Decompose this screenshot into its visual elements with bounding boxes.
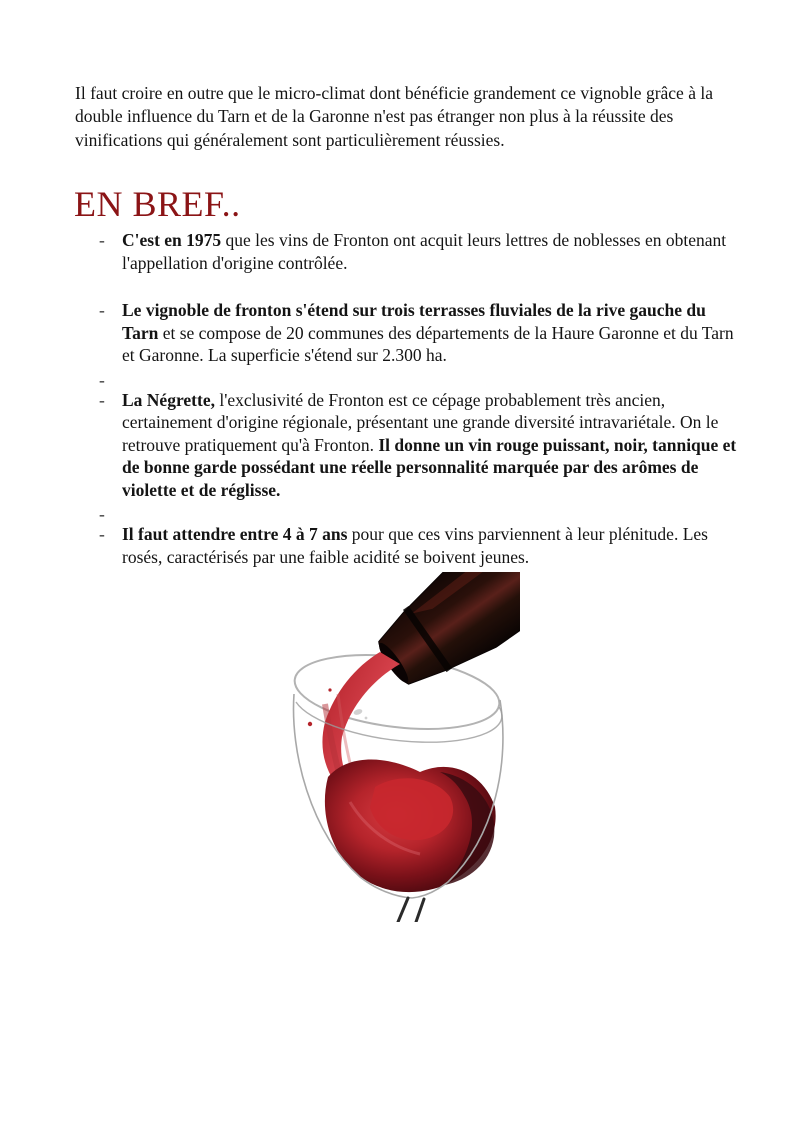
intro-paragraph: Il faut croire en outre que le micro-climat dont bénéficie grandement ce vignoble grâce à la double influence du Tarn et de la Garonne n'est pas étranger non plus à la réussite des vinifications qui généralement sont particulièrement réussies. [75, 82, 713, 150]
bullet-dash: - [99, 369, 105, 390]
list-item [99, 369, 741, 390]
list-item [99, 389, 741, 502]
list-item-text: Il faut attendre entre 4 à 7 ans pour que ces vins parviennent à leur plénitude. Les rosés, caractérisés par une faible acidité se boivent jeunes. [122, 524, 708, 567]
glass-stem [398, 898, 424, 922]
list-item-text: C'est en 1975 que les vins de Fronton ont acquit leurs lettres de noblesses en obtenant l'appellation d'origine contrôlée. [122, 230, 727, 273]
list-item [99, 503, 741, 524]
bullet-dash: - [99, 524, 105, 544]
list-item-text: Le vignoble de fronton s'étend sur trois terrasses fluviales de la rive gauche du Tarn et se compose de 20 communes des départements de la Haure Garonne et du Tarn et Garonne. La superficie s'étend sur 2.300 ha. [122, 300, 734, 365]
list-item [99, 229, 741, 274]
list-item-text: La Négrette, l'exclusivité de Fronton est ce cépage probablement très ancien, certainement d'origine régionale, présentant une grande diversité intravariétale. On le retrouve pratiquement qu'à Fronton. Il donne un vin rouge puissant, noir, tannique et de bonne garde possédant une réelle personnalité marquée par des arômes de violette et de réglisse. [122, 389, 737, 500]
list-item [99, 299, 741, 367]
wine-pool [325, 760, 496, 893]
bullet-dash: - [99, 300, 105, 320]
page-title: EN BREF.. [74, 184, 241, 224]
bullet-dash: - [99, 230, 105, 250]
bullet-list [99, 229, 741, 568]
bullet-dash: - [99, 389, 105, 410]
bullet-dash: - [99, 504, 105, 524]
list-item [99, 523, 741, 568]
wine-pour-photo [280, 572, 520, 922]
wine-bottle [362, 572, 520, 704]
